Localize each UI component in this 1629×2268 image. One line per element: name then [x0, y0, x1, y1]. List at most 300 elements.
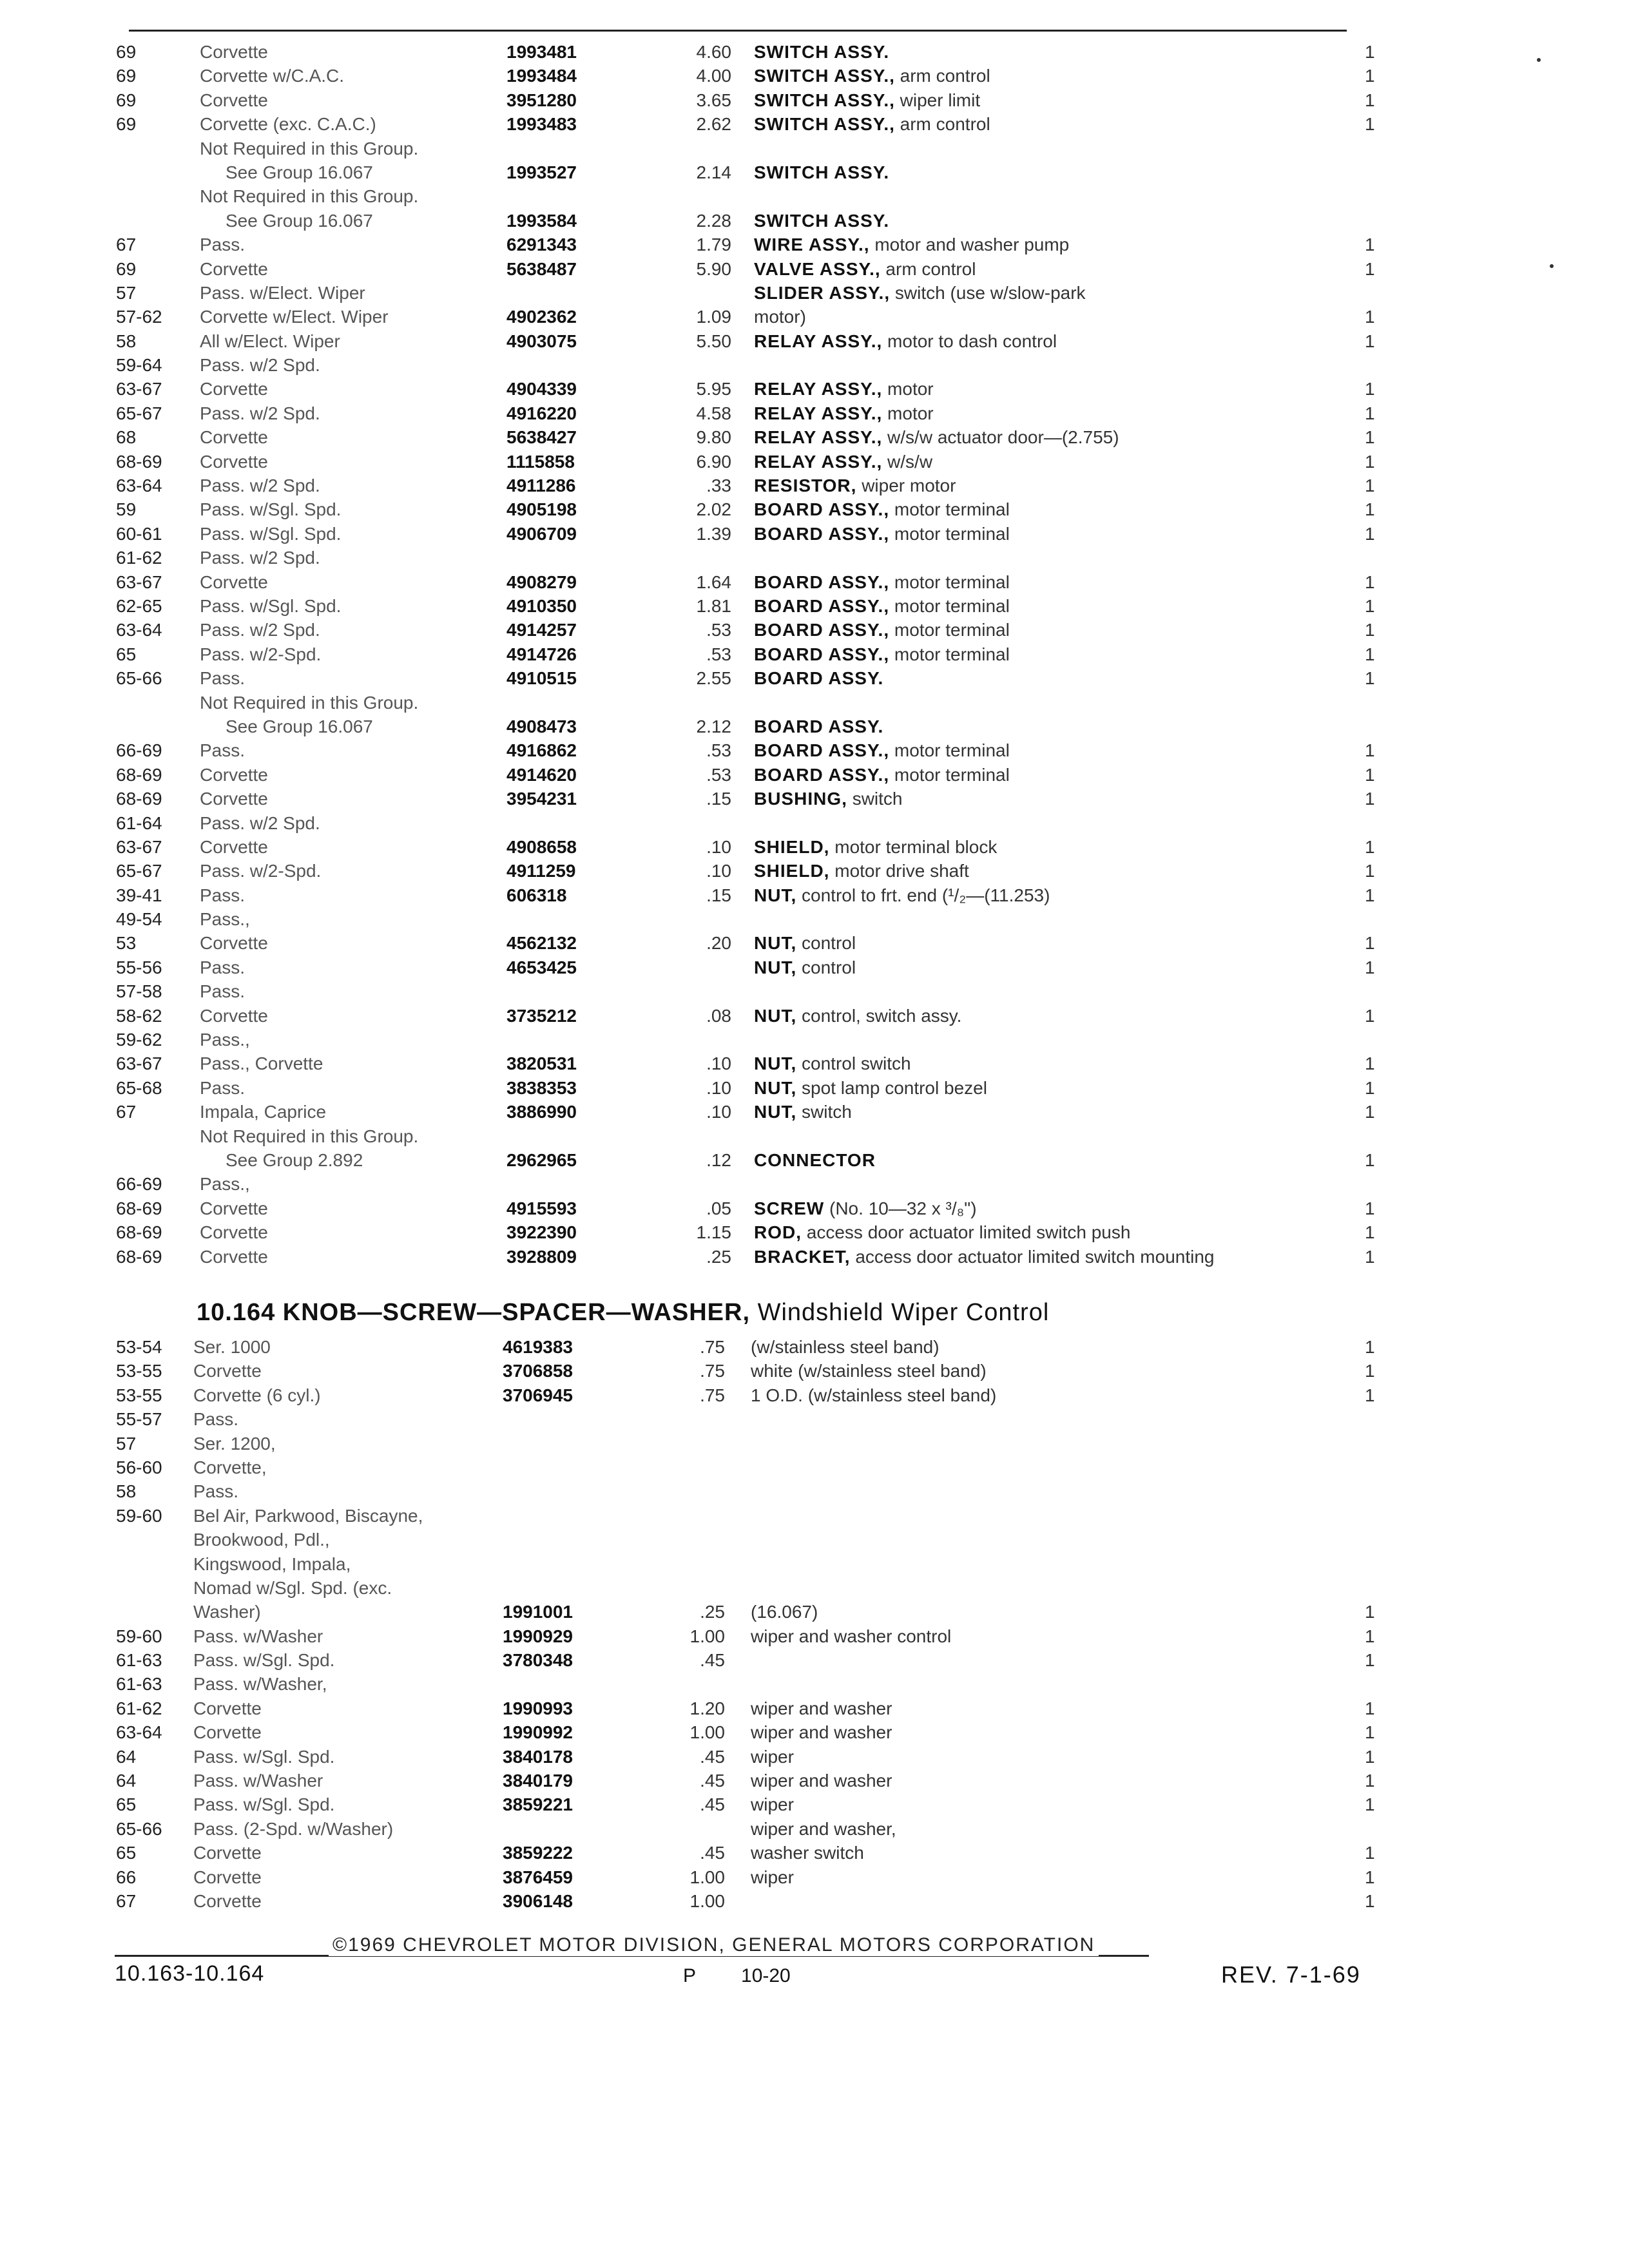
description	[754, 257, 976, 281]
price: .12	[706, 1149, 731, 1170]
table-row	[116, 1456, 1392, 1479]
part-name: SWITCH ASSY.,	[754, 66, 895, 86]
part-name: BOARD ASSY.,	[754, 644, 890, 664]
year: 57-62	[116, 307, 162, 327]
model: Pass. w/Sgl. Spd.	[200, 499, 342, 520]
part-detail: wiper and washer	[751, 1722, 892, 1743]
table-row	[116, 1052, 1392, 1075]
part-name: BUSHING,	[754, 789, 847, 809]
part-number: 3735212	[506, 1005, 577, 1026]
model: Corvette	[200, 451, 268, 472]
model: Pass. w/Sgl. Spd.	[193, 1746, 335, 1767]
table-row	[116, 401, 1392, 425]
quantity: 1	[1365, 595, 1375, 616]
part-name: NUT,	[754, 1077, 797, 1098]
part-detail: switch	[802, 1102, 852, 1122]
table-row	[116, 1672, 1392, 1696]
model: Corvette w/C.A.C.	[200, 66, 345, 86]
price: .45	[700, 1746, 725, 1767]
part-number: 4915593	[506, 1198, 577, 1218]
year: 65-68	[116, 1077, 162, 1098]
price: 1.79	[696, 235, 731, 255]
speck-mark	[1550, 264, 1554, 268]
year: 61-62	[116, 548, 162, 568]
quantity: 1	[1365, 933, 1375, 954]
part-number: 4908473	[506, 716, 577, 736]
description	[754, 715, 883, 738]
price: .53	[706, 764, 731, 785]
part-name: BOARD ASSY.,	[754, 572, 890, 592]
quantity: 1	[1365, 1722, 1375, 1743]
table-row	[116, 1552, 1392, 1576]
price: .45	[700, 1650, 725, 1671]
part-detail: motor terminal	[894, 572, 1010, 592]
part-name: BOARD ASSY.	[754, 716, 884, 736]
price: 2.62	[696, 114, 731, 135]
price: .75	[700, 1385, 725, 1405]
year: 59-62	[116, 1030, 162, 1050]
year: 63-67	[116, 836, 162, 857]
price: 5.95	[696, 379, 731, 399]
part-name: WIRE ASSY.,	[754, 235, 870, 255]
footer-page-number: 10-20	[741, 1965, 791, 1986]
quantity: 1	[1365, 644, 1375, 664]
quantity: 1	[1365, 836, 1375, 857]
table-row	[116, 570, 1392, 594]
table-row	[116, 450, 1392, 474]
model: Kingswood, Impala,	[193, 1553, 351, 1574]
part-number: 4911259	[506, 861, 576, 881]
table-row	[116, 763, 1392, 787]
description	[754, 1004, 961, 1028]
quantity: 1	[1365, 1626, 1375, 1646]
description	[754, 377, 934, 401]
model: Corvette	[200, 572, 268, 592]
table-row	[116, 1504, 1392, 1528]
model: Not Required in this Group.	[200, 692, 419, 713]
quantity: 1	[1365, 1771, 1375, 1791]
part-detail: motor terminal	[894, 764, 1010, 785]
part-number: 3876459	[503, 1867, 574, 1887]
part-detail: wiper and washer control	[751, 1626, 952, 1646]
table-row	[116, 425, 1392, 449]
price: 4.00	[696, 66, 731, 86]
model: Corvette	[193, 1867, 262, 1887]
part-detail: motor drive shaft	[834, 861, 969, 881]
price: .25	[706, 1246, 731, 1267]
quantity: 1	[1365, 1337, 1375, 1357]
quantity: 1	[1365, 235, 1375, 255]
table-row	[116, 522, 1392, 546]
table-row	[116, 64, 1392, 88]
description	[754, 64, 990, 88]
model: Washer)	[193, 1602, 261, 1622]
quantity: 1	[1365, 861, 1375, 881]
part-name: RESISTOR,	[754, 476, 857, 496]
part-number: 4653425	[506, 957, 577, 977]
price: 1.15	[696, 1222, 731, 1243]
table-row	[116, 666, 1392, 690]
year: 55-57	[116, 1409, 162, 1430]
part-detail: motor terminal	[894, 644, 1010, 664]
year: 67	[116, 1102, 137, 1122]
description	[754, 88, 980, 112]
year: 59	[116, 499, 137, 520]
table-row	[116, 184, 1392, 208]
model: Corvette	[193, 1890, 262, 1911]
part-detail: white (w/stainless steel band)	[751, 1361, 987, 1381]
part-name: ROD,	[754, 1222, 802, 1243]
part-number: 3780348	[503, 1650, 574, 1671]
parts-list	[116, 40, 1392, 1269]
model: Pass.	[200, 668, 246, 689]
quantity: 1	[1365, 66, 1375, 86]
price: .10	[706, 1102, 731, 1122]
part-number: 1115858	[506, 451, 575, 472]
table-row	[116, 137, 1392, 160]
model: Pass., Corvette	[200, 1053, 323, 1074]
part-name: BOARD ASSY.,	[754, 595, 890, 616]
description	[751, 1335, 940, 1359]
table-row	[116, 738, 1392, 762]
part-detail: (16.067)	[751, 1602, 818, 1622]
table-row	[116, 1889, 1392, 1913]
part-detail: motor terminal	[894, 620, 1010, 640]
quantity: 1	[1365, 1149, 1375, 1170]
table-row	[116, 931, 1392, 955]
year: 69	[116, 90, 137, 110]
description	[751, 1792, 794, 1816]
price: 9.80	[696, 427, 731, 448]
table-row	[116, 1745, 1392, 1769]
part-number: 3922390	[506, 1222, 577, 1243]
model: Pass. w/Washer	[193, 1626, 323, 1646]
table-row	[116, 305, 1392, 329]
part-number: 1993483	[506, 114, 577, 135]
part-name: BOARD ASSY.,	[754, 764, 890, 785]
table-row	[116, 1196, 1392, 1220]
part-detail: arm control	[900, 66, 990, 86]
year: 60-61	[116, 523, 162, 544]
part-name: RELAY ASSY.,	[754, 379, 883, 399]
year: 67	[116, 235, 137, 255]
table-row	[116, 859, 1392, 883]
description	[751, 1745, 794, 1769]
quantity: 1	[1365, 499, 1375, 520]
quantity: 1	[1365, 1746, 1375, 1767]
year: 57	[116, 282, 137, 303]
year: 58	[116, 331, 137, 351]
model: Corvette	[200, 1246, 268, 1267]
part-number: 2962965	[506, 1149, 577, 1170]
description	[751, 1720, 892, 1744]
model: Pass. w/2 Spd.	[200, 620, 320, 640]
model: Brookwood, Pdl.,	[193, 1530, 330, 1550]
price: 2.12	[696, 716, 731, 736]
footer-copyright: ©1969 CHEVROLET MOTOR DIVISION, GENERAL MOTORS CORPORATION	[329, 1934, 1099, 1956]
part-name: RELAY ASSY.,	[754, 331, 883, 351]
model: Pass. w/Sgl. Spd.	[193, 1794, 335, 1815]
part-number: 4904339	[506, 379, 577, 399]
description	[754, 1245, 1215, 1269]
model: Pass. w/Sgl. Spd.	[200, 595, 342, 616]
model: Corvette (6 cyl.)	[193, 1385, 321, 1405]
model: All w/Elect. Wiper	[200, 331, 340, 351]
year: 64	[116, 1771, 137, 1791]
price: 2.28	[696, 210, 731, 231]
part-number: 4910350	[506, 595, 577, 616]
year: 66-69	[116, 740, 162, 761]
part-number: 3859222	[503, 1843, 574, 1863]
table-row	[116, 546, 1392, 570]
part-detail: switch	[852, 789, 903, 809]
part-number: 1993481	[506, 42, 577, 62]
part-name: RELAY ASSY.,	[754, 427, 883, 448]
description	[754, 1148, 876, 1172]
year: 65	[116, 1843, 137, 1863]
part-number: 1993584	[506, 210, 577, 231]
model: Pass. w/2 Spd.	[200, 548, 320, 568]
quantity: 1	[1365, 620, 1375, 640]
model: Not Required in this Group.	[200, 186, 419, 207]
model: Corvette	[193, 1698, 262, 1718]
part-detail: wiper and washer,	[751, 1818, 896, 1839]
price: .25	[700, 1602, 725, 1622]
part-number: 3838353	[506, 1077, 577, 1098]
model: Corvette	[200, 933, 268, 954]
model: Ser. 1000	[193, 1337, 271, 1357]
year: 62-65	[116, 595, 162, 616]
part-name: VALVE ASSY.,	[754, 258, 881, 279]
table-row	[116, 1148, 1392, 1172]
year: 65-67	[116, 861, 162, 881]
table-row	[116, 497, 1392, 521]
part-number: 3951280	[506, 90, 577, 110]
description	[754, 883, 1050, 907]
model: Pass.	[193, 1409, 239, 1430]
quantity: 1	[1365, 1102, 1375, 1122]
part-name: CONNECTOR	[754, 1149, 876, 1170]
table-row	[116, 1432, 1392, 1456]
quantity: 1	[1365, 764, 1375, 785]
price: 1.00	[689, 1722, 725, 1743]
quantity: 1	[1365, 114, 1375, 135]
model: See Group 16.067	[226, 162, 373, 182]
part-detail: motor and washer pump	[874, 235, 1070, 255]
model: Corvette	[200, 1222, 268, 1243]
description	[751, 1769, 892, 1792]
year: 69	[116, 114, 137, 135]
model: Not Required in this Group.	[200, 1126, 419, 1146]
year: 66	[116, 1867, 137, 1887]
model: Pass.,	[200, 1174, 250, 1195]
table-row	[116, 1076, 1392, 1100]
year: 69	[116, 42, 137, 62]
year: 61-64	[116, 812, 162, 833]
part-number: 4910515	[506, 668, 577, 689]
quantity: 1	[1365, 1361, 1375, 1381]
price: .08	[706, 1005, 731, 1026]
description	[751, 1383, 996, 1407]
part-detail: control, switch assy.	[802, 1005, 962, 1026]
description	[754, 474, 956, 497]
quantity: 1	[1365, 957, 1375, 977]
footer-group-range: 10.163-10.164	[115, 1961, 265, 1986]
quantity: 1	[1365, 451, 1375, 472]
description	[754, 329, 1057, 353]
part-detail: wiper and washer	[751, 1771, 892, 1791]
price: .05	[706, 1198, 731, 1218]
price: .45	[700, 1794, 725, 1815]
model: Corvette	[193, 1843, 262, 1863]
top-rule	[129, 30, 1347, 32]
year: 58	[116, 1481, 137, 1502]
quantity: 1	[1365, 668, 1375, 689]
quantity: 1	[1365, 427, 1375, 448]
model: Nomad w/Sgl. Spd. (exc.	[193, 1577, 392, 1598]
quantity: 1	[1365, 90, 1375, 110]
table-row	[116, 1817, 1392, 1841]
description	[754, 570, 1010, 594]
table-row	[116, 1172, 1392, 1196]
model: Corvette	[200, 379, 268, 399]
table-row	[116, 1245, 1392, 1269]
part-number: 4562132	[506, 933, 577, 954]
description	[751, 1841, 864, 1865]
part-detail: (w/stainless steel band)	[751, 1337, 940, 1357]
part-detail: switch (use w/slow-park	[894, 282, 1086, 303]
part-number: 4916220	[506, 403, 577, 423]
description	[754, 738, 1010, 762]
part-number: 3859221	[503, 1794, 574, 1815]
part-number: 3886990	[506, 1102, 577, 1122]
description	[754, 281, 1086, 305]
table-row	[116, 474, 1392, 497]
year: 53-55	[116, 1385, 162, 1405]
section-heading	[197, 1299, 1049, 1327]
part-name: BRACKET,	[754, 1246, 851, 1267]
part-number: 4914257	[506, 620, 577, 640]
year: 39-41	[116, 885, 162, 905]
model: Corvette	[200, 836, 268, 857]
model: Corvette	[200, 764, 268, 785]
table-row	[116, 594, 1392, 618]
table-row	[116, 233, 1392, 256]
table-row	[116, 1004, 1392, 1028]
year: 58-62	[116, 1005, 162, 1026]
price: .45	[700, 1843, 725, 1863]
part-detail: motor)	[754, 307, 806, 327]
price: 4.58	[696, 403, 731, 423]
part-name: SWITCH ASSY.,	[754, 90, 895, 110]
price: 2.02	[696, 499, 731, 520]
table-row	[116, 1407, 1392, 1431]
quantity: 1	[1365, 1053, 1375, 1074]
part-number: 3820531	[506, 1053, 577, 1074]
price: .53	[706, 620, 731, 640]
price: .75	[700, 1361, 725, 1381]
price: .10	[706, 1077, 731, 1098]
year: 53-54	[116, 1337, 162, 1357]
part-detail: wiper limit	[900, 90, 981, 110]
part-name: RELAY ASSY.,	[754, 451, 883, 472]
year: 49-54	[116, 909, 162, 930]
part-detail: control	[802, 933, 856, 954]
part-number: 3706945	[503, 1385, 574, 1405]
part-detail: motor to dash control	[887, 331, 1057, 351]
part-detail: control switch	[802, 1053, 911, 1074]
quantity: 1	[1365, 307, 1375, 327]
table-row	[116, 1528, 1392, 1552]
part-name: BOARD ASSY.,	[754, 499, 890, 520]
description	[754, 1052, 911, 1075]
table-row	[116, 883, 1392, 907]
part-detail: wiper	[751, 1746, 794, 1767]
description	[754, 450, 932, 474]
quantity: 1	[1365, 1246, 1375, 1267]
model: Corvette	[200, 42, 268, 62]
part-detail: w/s/w actuator door—(2.755)	[887, 427, 1119, 448]
part-number: 3954231	[506, 789, 577, 809]
table-row	[116, 787, 1392, 811]
year: 53-55	[116, 1361, 162, 1381]
year: 68-69	[116, 451, 162, 472]
part-detail: motor terminal	[894, 499, 1010, 520]
part-name: NUT,	[754, 957, 797, 977]
description	[754, 763, 1010, 787]
table-row	[116, 329, 1392, 353]
description	[754, 160, 889, 184]
part-name: NUT,	[754, 1053, 797, 1074]
section-subtitle: Windshield Wiper Control	[757, 1299, 1050, 1326]
part-detail: control to frt. end (¹/₂—(11.253)	[802, 885, 1050, 905]
price: 1.64	[696, 572, 731, 592]
table-row	[116, 257, 1392, 281]
description	[751, 1359, 987, 1383]
part-name: SHIELD,	[754, 836, 830, 857]
model: Corvette	[200, 1198, 268, 1218]
year: 55-56	[116, 957, 162, 977]
part-name: SHIELD,	[754, 861, 830, 881]
model: Corvette,	[193, 1457, 267, 1477]
year: 69	[116, 258, 137, 279]
part-name: BOARD ASSY.,	[754, 620, 890, 640]
part-name: NUT,	[754, 1102, 797, 1122]
speck-mark	[1537, 58, 1541, 62]
table-row	[116, 1648, 1392, 1672]
price: 4.60	[696, 42, 731, 62]
model: Pass.	[200, 981, 246, 1002]
part-number: 4619383	[503, 1337, 574, 1357]
footer-letter: P	[683, 1965, 697, 1986]
description	[754, 401, 934, 425]
part-name: BOARD ASSY.	[754, 668, 884, 689]
table-row	[116, 1624, 1392, 1648]
year: 68-69	[116, 1198, 162, 1218]
table-row	[116, 1359, 1392, 1383]
table-row	[116, 1720, 1392, 1744]
quantity: 1	[1365, 1198, 1375, 1218]
part-number: 1990993	[503, 1698, 574, 1718]
year: 68-69	[116, 789, 162, 809]
part-number: 4916862	[506, 740, 577, 761]
part-detail: motor terminal block	[834, 836, 998, 857]
description	[754, 931, 856, 955]
part-detail: access door actuator limited switch mounting	[855, 1246, 1215, 1267]
part-detail: (No. 10—32 x ³/₈")	[829, 1198, 977, 1218]
model: Pass. w/2-Spd.	[200, 861, 322, 881]
description	[754, 1100, 852, 1124]
